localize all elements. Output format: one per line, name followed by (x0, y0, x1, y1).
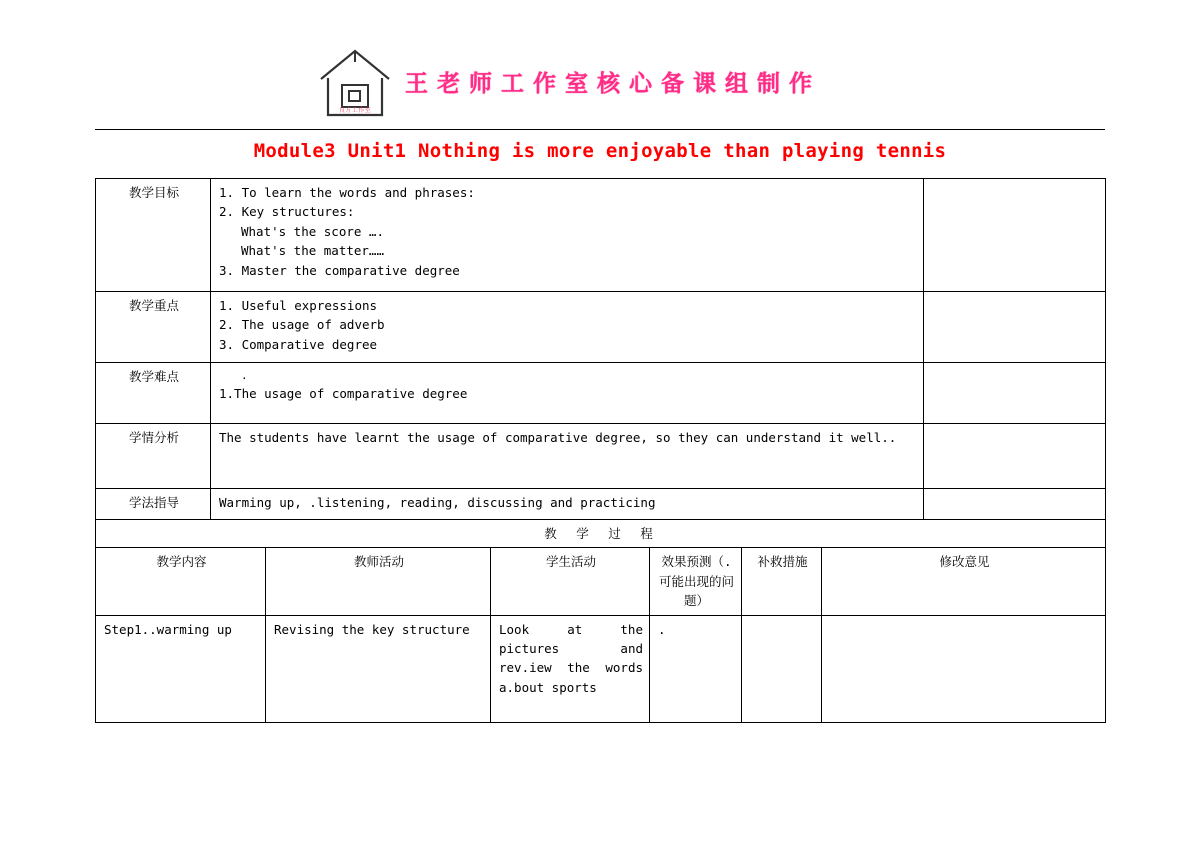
row-content-difficulty (211, 363, 924, 424)
process-row (96, 615, 1106, 722)
cell-revision (822, 615, 1106, 722)
cell-remedy (742, 615, 822, 722)
difficulty-line: . (241, 369, 248, 382)
method-line: Warming up, .listening, reading, discussing and practicing (219, 495, 656, 510)
objective-line: 2. Key structures: (219, 204, 355, 220)
row-content-analysis (211, 424, 924, 489)
row-note-focus (924, 292, 1106, 363)
cell-content: Step1..warming up (96, 615, 266, 722)
table-row (96, 179, 1106, 292)
table-row (96, 424, 1106, 489)
cell-teacher: Revising the key structure (266, 615, 491, 722)
row-label-objectives: 教学目标 (96, 179, 211, 292)
row-content-objectives (211, 179, 924, 292)
row-label-difficulty: 教学难点 (96, 363, 211, 424)
col-header-prediction: 效果预测（.可能出现的问题） (650, 548, 742, 615)
cell-student: Look at the pictures and rev.iew the words a.bout sports (491, 615, 650, 722)
document-header (95, 45, 1105, 125)
col-header-student: 学生活动 (491, 548, 650, 615)
difficulty-line: 1.The usage of comparative degree (219, 386, 468, 402)
objective-line: What's the matter…… (241, 243, 384, 259)
table-row (96, 292, 1106, 363)
process-band-row (96, 520, 1106, 548)
row-content-focus (211, 292, 924, 363)
col-header-remedy: 补救措施 (742, 548, 822, 615)
col-header-revision: 修改意见 (822, 548, 1106, 615)
table-row (96, 489, 1106, 520)
process-header-row (96, 548, 1106, 615)
brand-text: 王老师工作室核心备课组制作 (405, 71, 821, 97)
col-header-content: 教学内容 (96, 548, 266, 615)
objective-line: What's the score …. (241, 223, 384, 239)
cell-prediction: . (650, 615, 742, 722)
process-band-label: 教 学 过 程 (96, 520, 1106, 548)
focus-line: 2. The usage of adverb (219, 317, 385, 333)
page-title: Module3 Unit1 Nothing is more enjoyable than playing tennis (253, 140, 947, 162)
objective-line: 1. To learn the words and phrases: (219, 185, 475, 200)
focus-line: 3. Comparative degree (219, 336, 378, 352)
table-row (96, 363, 1106, 424)
row-note-method (924, 489, 1106, 520)
analysis-line: The students have learnt the usage of comparative degree, so they can understand it well.. (219, 430, 897, 445)
row-label-analysis: 学情分析 (96, 424, 211, 489)
row-label-method: 学法指导 (96, 489, 211, 520)
objective-line: 3. Master the comparative degree (219, 262, 460, 278)
header-divider (95, 129, 1105, 130)
row-note-objectives (924, 179, 1106, 292)
row-label-focus: 教学重点 (96, 292, 211, 363)
row-note-analysis (924, 424, 1106, 489)
row-content-method (211, 489, 924, 520)
col-header-teacher: 教师活动 (266, 548, 491, 615)
focus-line: 1. Useful expressions (219, 298, 378, 313)
logo-caption: 良方工作室 (338, 107, 372, 114)
row-note-difficulty (924, 363, 1106, 424)
lesson-plan-table (95, 178, 1106, 723)
